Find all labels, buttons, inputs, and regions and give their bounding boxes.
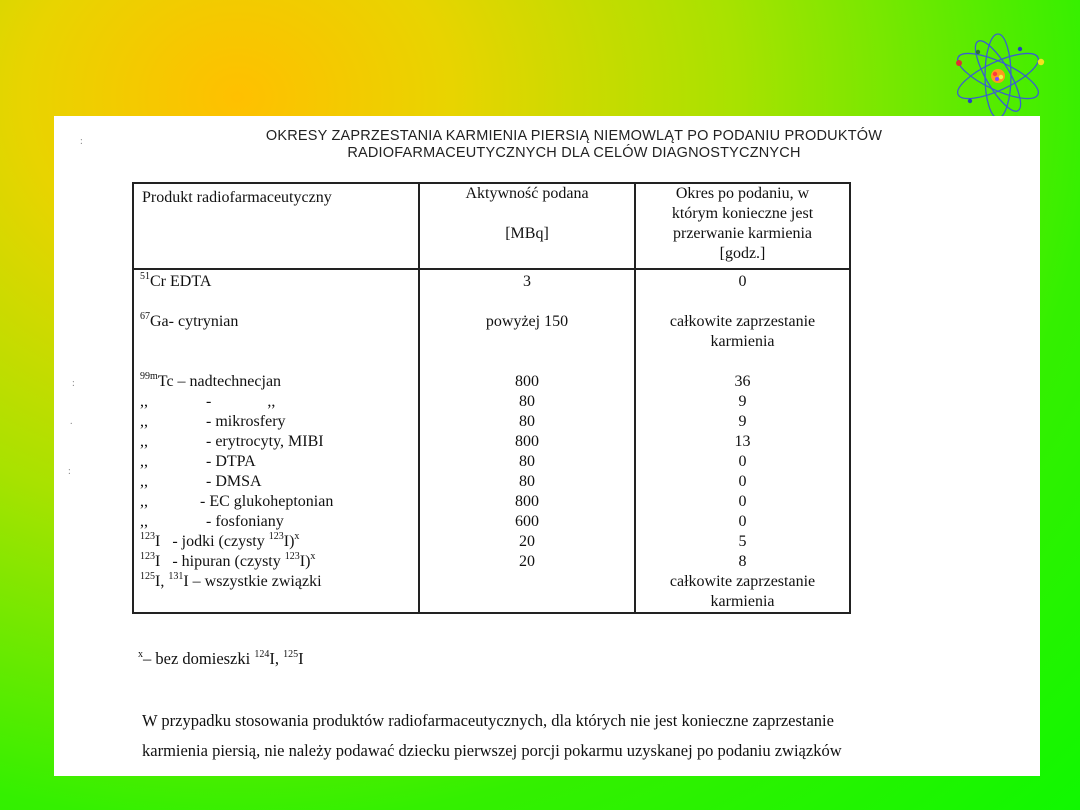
activity-cell: 600 (515, 513, 539, 530)
radiopharmaceutical-table (132, 182, 851, 614)
header-product: Produkt radiofarmaceutyczny (133, 183, 419, 269)
atom-logo-icon (948, 30, 1052, 126)
table-row: ,, - erytrocyty, MIBI (140, 433, 324, 450)
document-title (204, 128, 944, 162)
period-cell: 8 (738, 553, 747, 570)
activity-cell: 3 (523, 273, 531, 290)
scan-speck: : (72, 378, 75, 389)
table-row: ,, - EC glukoheptonian (140, 493, 334, 510)
title-line-2: RADIOFARMACEUTYCZNYCH DLA CELÓW DIAGNOSTYCZNYCH (347, 145, 801, 161)
paragraph-line-1: W przypadku stosowania produktów radiofarmaceutycznych, dla których nie jest konieczne zaprzestanie (142, 711, 834, 730)
table-row: $^{125}$I, $^{131}$I – wszystkie związki (140, 570, 322, 590)
activity-cell: 20 (519, 533, 535, 550)
activity-cell: 800 (515, 493, 539, 510)
activity-column (419, 269, 635, 613)
table-row: ,, - DMSA (140, 473, 262, 490)
table-body-row (133, 269, 850, 613)
table-row: ,, - ,, (140, 393, 276, 410)
period-cell: 0 (738, 273, 747, 290)
scan-speck: . (70, 416, 73, 427)
period-cell: całkowite zaprzestanie (669, 573, 816, 590)
table-row: ,, - mikrosfery (140, 413, 286, 430)
activity-cell: 800 (515, 433, 539, 450)
scanned-document (54, 116, 1040, 776)
activity-cell: 20 (519, 553, 535, 570)
table-row: $^{99m}$Tc – nadtechnecjan (140, 370, 282, 390)
period-cell: 36 (734, 373, 751, 390)
period-cell: karmienia (710, 593, 775, 610)
header-period: Okres po podaniu, w którym konieczne jest przerwanie karmienia [godz.] (635, 183, 850, 269)
paragraph-line-2: karmienia piersią, nie należy podawać dziecku pierwszej porcji pokarmu uzyskanej po podaniu związków (142, 741, 842, 760)
scan-speck: : (80, 136, 83, 147)
period-cell: 0 (738, 513, 747, 530)
activity-cell: 800 (515, 373, 539, 390)
header-activity: Aktywność podana [MBq] (419, 183, 635, 269)
period-cell: 9 (738, 413, 747, 430)
period-cell: 5 (738, 533, 747, 550)
activity-cell: 80 (519, 453, 535, 470)
period-cell: 0 (738, 473, 747, 490)
table-row: $^{51}$Cr EDTA (140, 270, 212, 290)
period-cell: 9 (738, 393, 747, 410)
table-row: ,, - DTPA (140, 453, 256, 470)
period-cell: 0 (738, 493, 747, 510)
table-header-row (133, 183, 850, 269)
title-line-1: OKRESY ZAPRZESTANIA KARMIENIA PIERSIĄ NIEMOWLĄT PO PODANIU PRODUKTÓW (265, 128, 883, 144)
table-row: $^{123}$I - jodki (czysty $^{123}$I)$^x$ (140, 530, 300, 550)
period-cell: 0 (738, 453, 747, 470)
table-row: $^{67}$Ga- cytrynian (140, 310, 239, 330)
scan-speck: : (68, 466, 71, 477)
table-row: $^{123}$I - hipuran (czysty $^{123}$I)$^x$ (140, 550, 316, 570)
period-cell: karmienia (710, 333, 775, 350)
period-column (635, 269, 850, 613)
period-cell: 13 (734, 433, 751, 450)
period-cell: całkowite zaprzestanie (669, 313, 816, 330)
activity-cell: 80 (519, 473, 535, 490)
footnote: $^x$– bez domieszki $^{124}$I, $^{125}$I (138, 648, 304, 668)
activity-cell: 80 (519, 393, 535, 410)
activity-cell: 80 (519, 413, 535, 430)
product-column (133, 269, 419, 613)
activity-cell: powyżej 150 (485, 313, 569, 330)
table-row: ,, - fosfoniany (140, 513, 284, 530)
body-paragraph (142, 706, 1022, 766)
